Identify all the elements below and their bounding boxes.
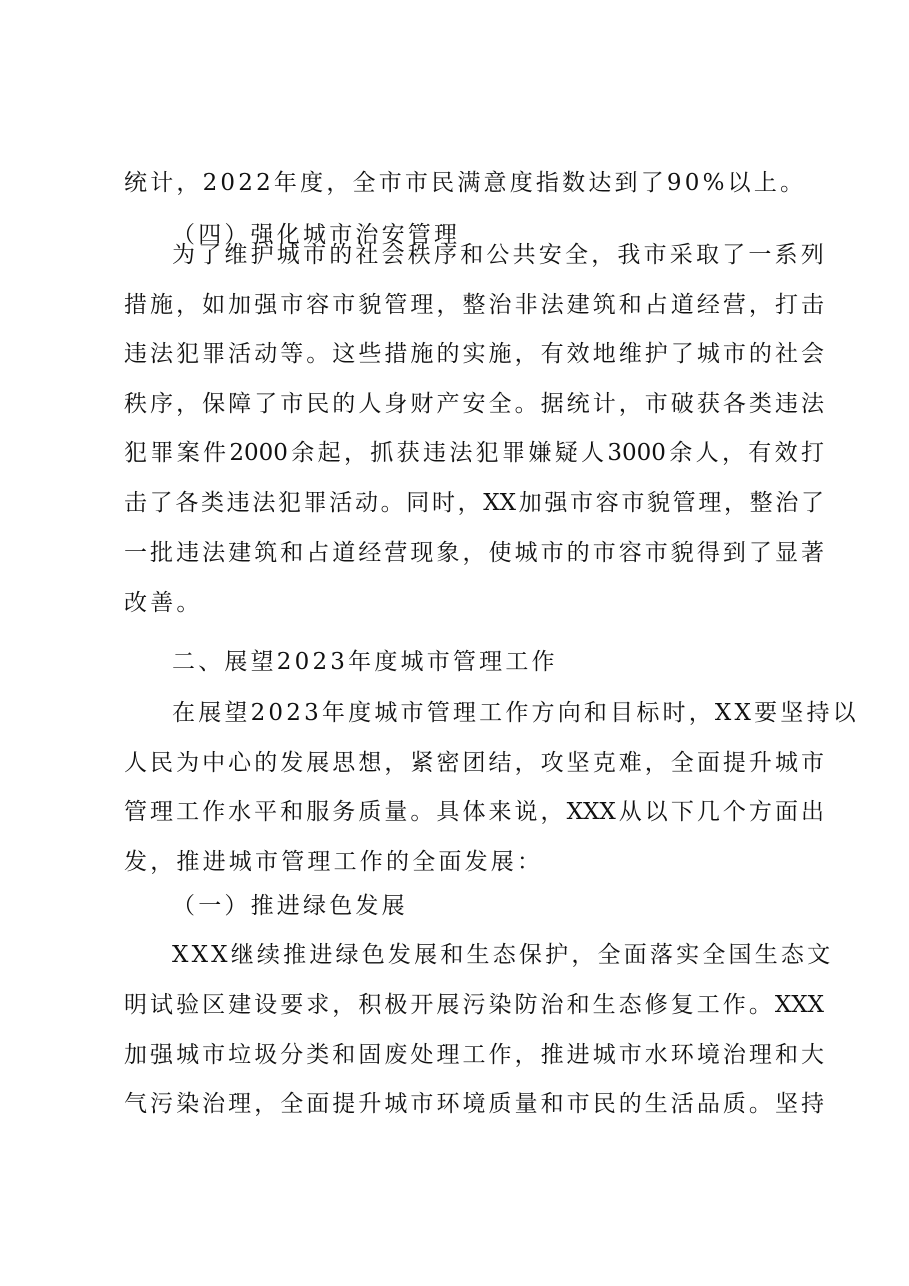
paragraph-line: 措施，如加强市容市貌管理，整治非法建筑和占道经营，打击 bbox=[124, 292, 824, 318]
paragraph-line: 人民为中心的发展思想，紧密团结，攻坚克难，全面提升城市 bbox=[124, 750, 824, 776]
paragraph-line: 加强城市垃圾分类和固废处理工作，推进城市水环境治理和大 bbox=[124, 1042, 824, 1068]
paragraph-line: 犯罪案件2000余起，抓获违法犯罪嫌疑人3000余人，有效打 bbox=[124, 440, 824, 466]
section-heading-4: （四）强化城市治安管理 bbox=[172, 222, 461, 248]
paragraph-line: 发，推进城市管理工作的全面发展： bbox=[124, 849, 544, 875]
paragraph-line: 一批违法建筑和占道经营现象，使城市的市容市貌得到了显著 bbox=[124, 540, 824, 566]
paragraph-line: 违法犯罪活动等。这些措施的实施，有效地维护了城市的社会 bbox=[124, 341, 824, 367]
paragraph-line: 明试验区建设要求，积极开展污染防治和生态修复工作。XXX bbox=[124, 992, 824, 1018]
paragraph-line: 为了维护城市的社会秩序和公共安全，我市采取了一系列 bbox=[172, 242, 827, 268]
paragraph-line: XXX继续推进绿色发展和生态保护，全面落实全国生态文 bbox=[172, 942, 834, 968]
section-heading-2: 二、展望2023年度城市管理工作 bbox=[172, 649, 558, 675]
section-heading-1: （一）推进绿色发展 bbox=[172, 893, 408, 919]
paragraph-line: 管理工作水平和服务质量。具体来说，XXX从以下几个方面出 bbox=[124, 799, 824, 825]
paragraph-line: 在展望2023年度城市管理工作方向和目标时，XX要坚持以 bbox=[172, 700, 859, 726]
paragraph-line: 统计，2022年度，全市市民满意度指数达到了90%以上。 bbox=[124, 170, 807, 196]
paragraph-line: 击了各类违法犯罪活动。同时，XX加强市容市貌管理，整治了 bbox=[124, 490, 824, 516]
paragraph-line: 秩序，保障了市民的人身财产安全。据统计，市破获各类违法 bbox=[124, 391, 824, 417]
paragraph-line: 改善。 bbox=[124, 590, 203, 616]
paragraph-line: 气污染治理，全面提升城市环境质量和市民的生活品质。坚持 bbox=[124, 1091, 824, 1117]
